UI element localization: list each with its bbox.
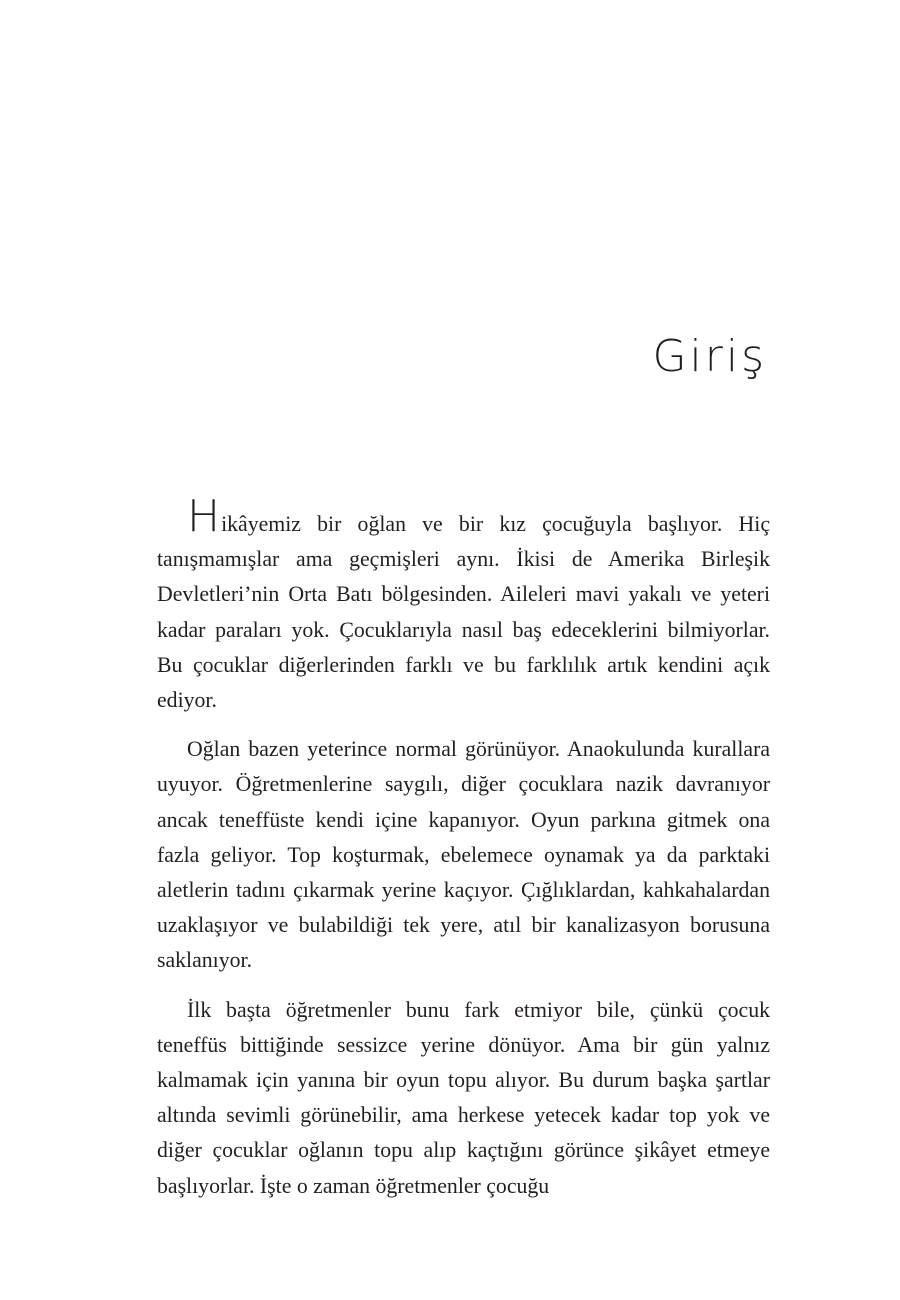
paragraph-1: [157, 491, 770, 718]
paragraph-1-text: ikâyemiz bir oğlan ve bir kız çocuğuyla başlıyor. Hiç tanışmamışlar ama geçmişleri aynı. İkisi de Amerika Birleşik Devletleri’nin Orta Batı bölgesinden. Aileleri mavi yakalı ve yeteri kadar paraları yok. Çocuklarıyla nasıl baş edeceklerini bilmiyorlar. Bu çocuklar diğerlerinden farklı ve bu farklılık artık kendini açık ediyor.: [157, 512, 770, 713]
chapter-title: Giriş: [652, 331, 767, 382]
paragraph-3: İlk başta öğretmenler bunu fark etmiyor bile, çünkü çocuk teneffüs bittiğinde sessizce yerine dönüyor. Ama bir gün yalnız kalmamak için yanına bir oyun topu alıyor. Bu durum başka şartlar altında sevimli görünebilir, ama herkese yetecek kadar top yok ve diğer çocuklar oğlanın topu alıp kaçtığını görünce şikâyet etmeye başlıyorlar. İşte o zaman öğretmenler çocuğu: [157, 997, 770, 1198]
paragraph-2: Oğlan bazen yeterince normal görünüyor. Anaokulunda kurallara uyuyor. Öğretmenlerine saygılı, diğer çocuklara nazik davranıyor ancak teneffüste kendi içine kapanıyor. Oyun parkına gitmek ona fazla geliyor. Top koşturmak, ebelemece oynamak ya da parktaki aletlerin tadını çıkarmak yerine kaçıyor. Çığlıklardan, kahkahalardan uzaklaşıyor ve bulabildiği tek yere, atıl bir kanalizasyon borusuna saklanıyor.: [157, 737, 770, 973]
drop-initial: H: [187, 491, 221, 542]
body-text: [157, 491, 770, 1218]
